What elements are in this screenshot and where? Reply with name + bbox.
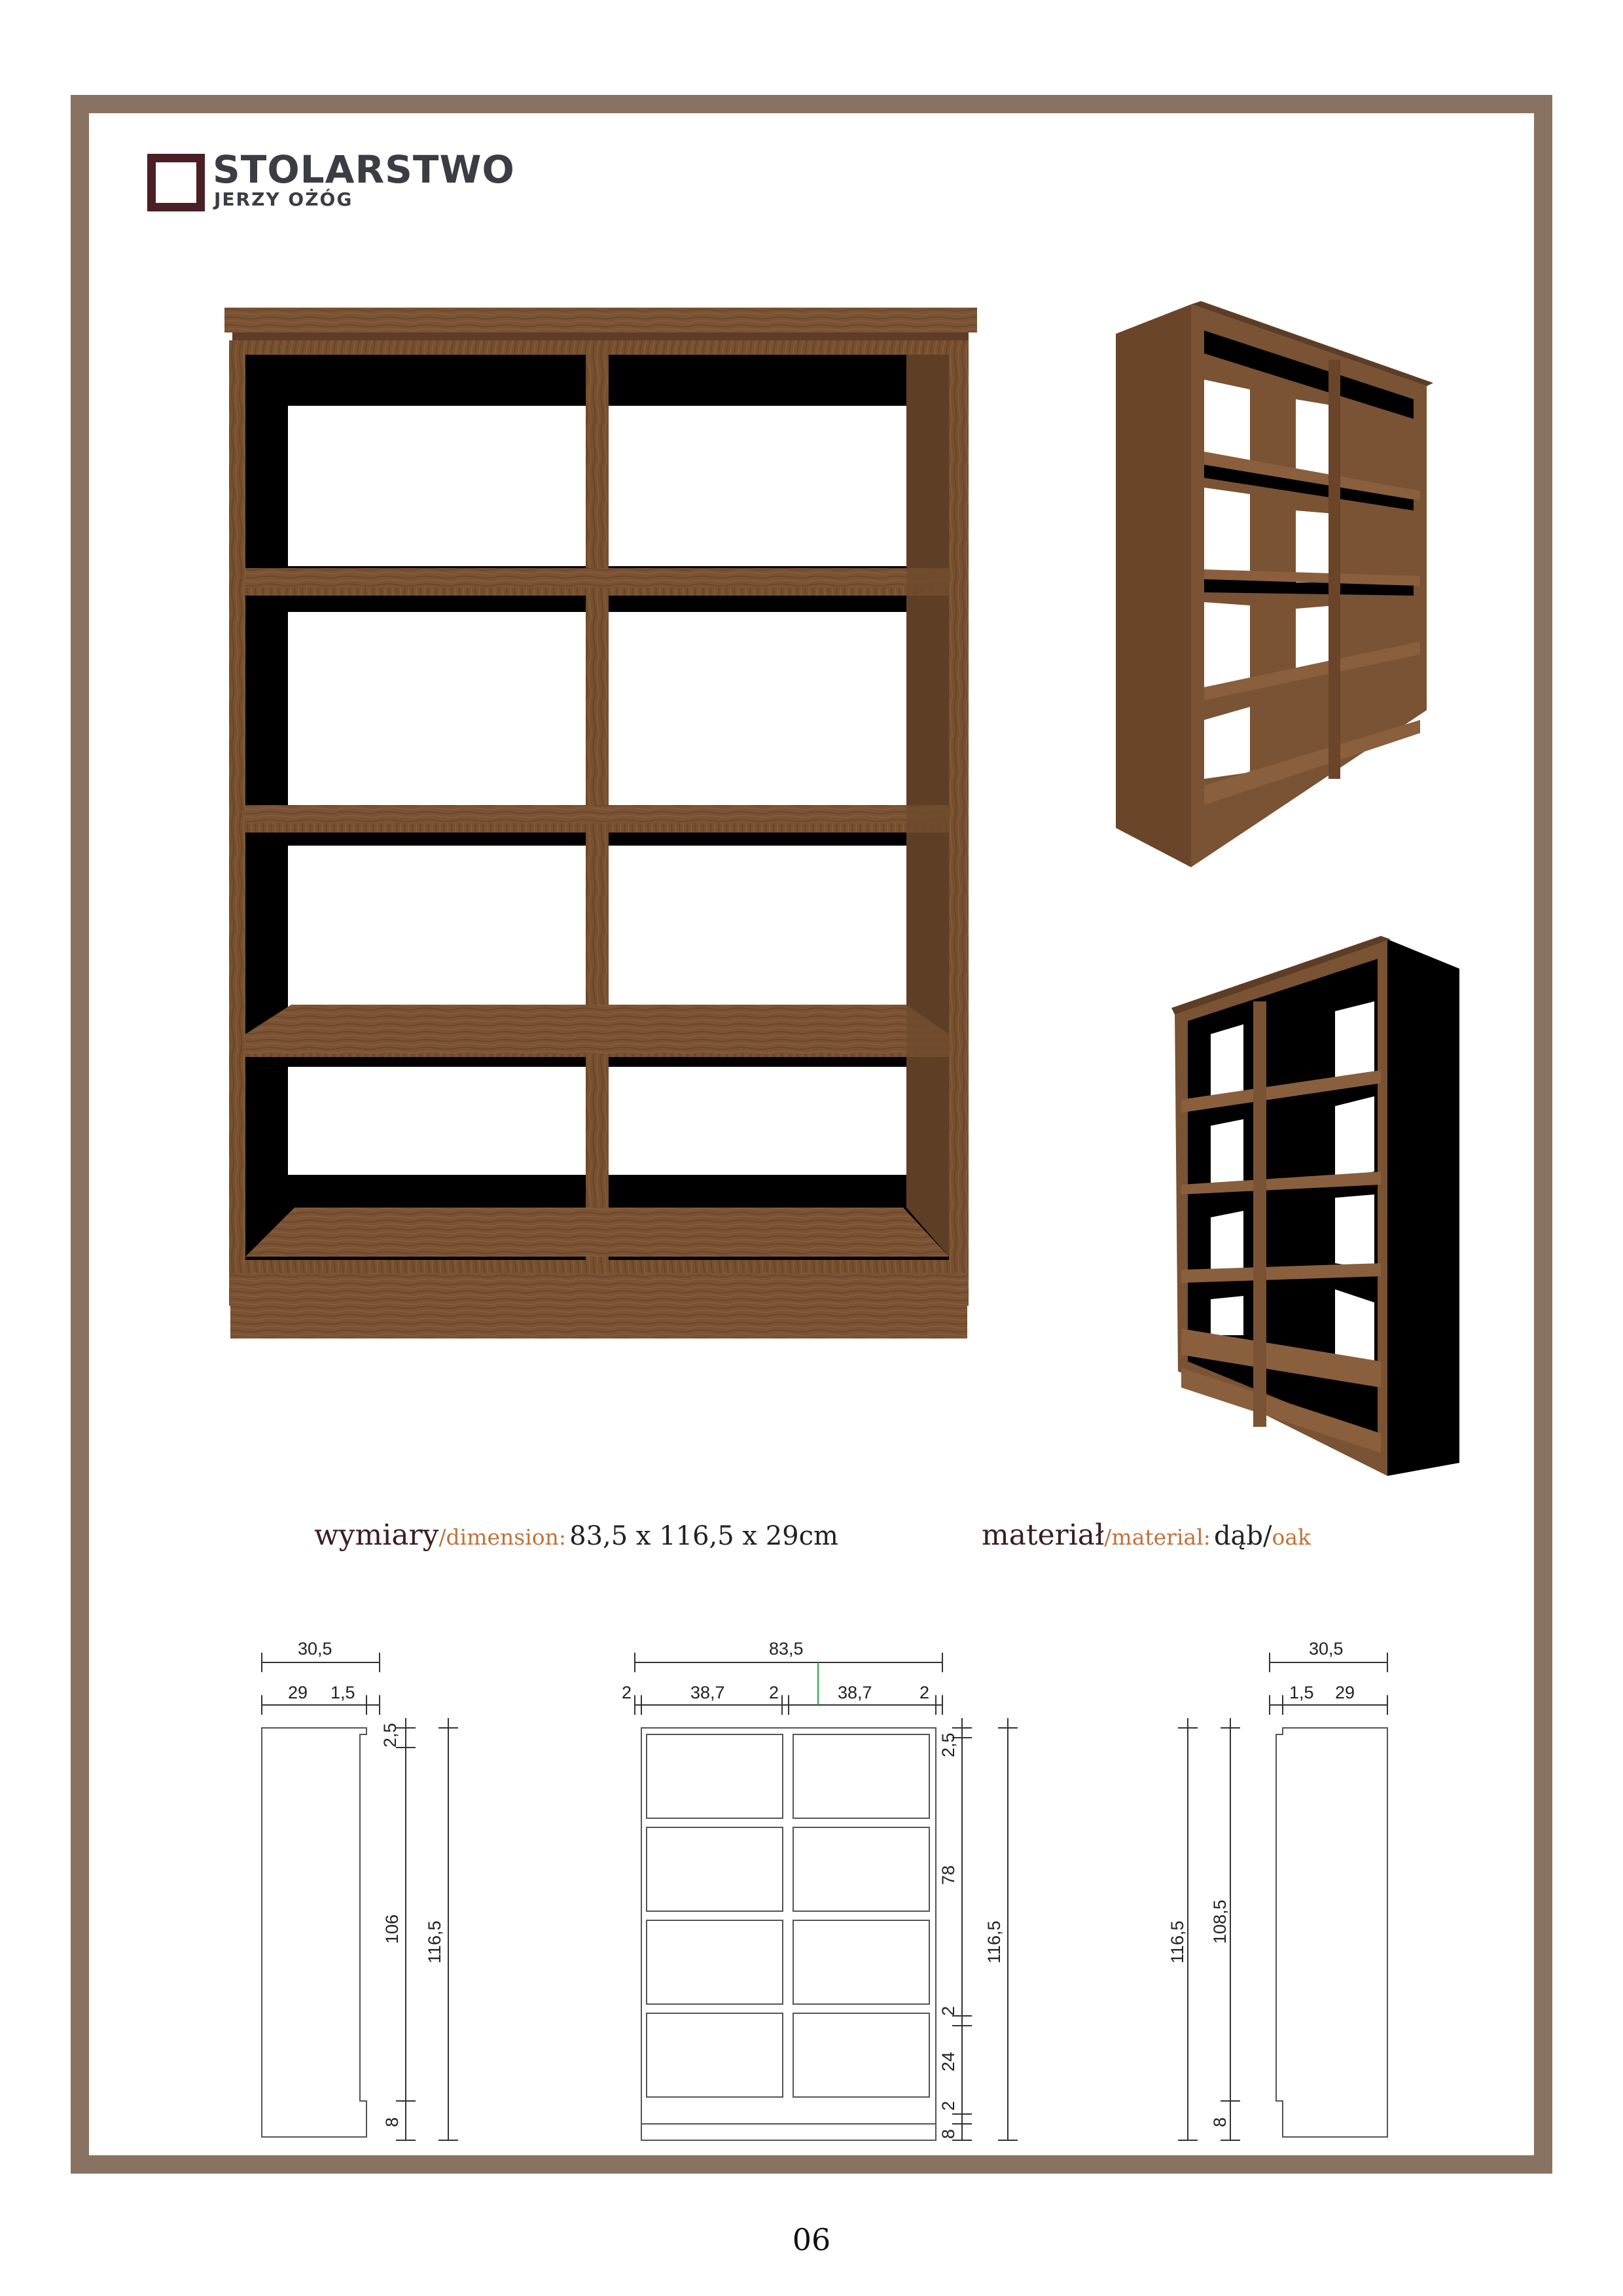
front-view-drawing — [615, 1636, 1060, 2160]
dim-front-lower: 24 — [938, 2051, 958, 2072]
dim-front-plinth: 8 — [938, 2128, 958, 2139]
material-separator: / — [1263, 1521, 1272, 1551]
dim-side-right-total-depth: 30,5 — [1309, 1639, 1344, 1659]
dim-side-right-depth: 29 — [1335, 1683, 1355, 1702]
bookcase-iso-render-2 — [1171, 936, 1466, 1479]
dim-side-left-top: 2,5 — [380, 1723, 400, 1748]
dim-front-bay-l: 38,7 — [690, 1683, 725, 1702]
brand-name: STOLARSTWO — [213, 147, 515, 192]
dimensions-label: wymiary — [314, 1518, 439, 1552]
material-value-en: oak — [1272, 1524, 1311, 1550]
material-spec — [982, 1518, 1311, 1552]
dim-side-right-overhang: 1,5 — [1289, 1683, 1314, 1702]
dim-front-side-r: 2 — [919, 1683, 930, 1702]
material-value: dąb — [1213, 1521, 1263, 1551]
dim-side-left-plinth: 8 — [382, 2117, 402, 2127]
dim-side-right-body-height: 108,5 — [1210, 1899, 1230, 1944]
page-number: 06 — [792, 2222, 831, 2257]
dim-side-left-depth: 29 — [288, 1683, 308, 1702]
dim-side-right-total-height: 116,5 — [1168, 1920, 1187, 1964]
dim-front-bay-r: 38,7 — [838, 1683, 872, 1702]
dim-front-shelf-a: 2 — [938, 2005, 958, 2016]
dim-front-side-l: 2 — [622, 1683, 632, 1702]
dim-front-total-width: 83,5 — [769, 1639, 804, 1659]
dimensions-spec — [314, 1518, 838, 1552]
side-view-drawing-right — [1165, 1636, 1414, 2160]
dimensions-value: 83,5 x 116,5 x 29cm — [569, 1521, 838, 1551]
dim-front-divider: 2 — [769, 1683, 779, 1702]
dim-front-shelf-b: 2 — [938, 2100, 958, 2111]
dim-front-top: 2,5 — [938, 1732, 958, 1757]
dim-front-total-height: 116,5 — [984, 1920, 1004, 1964]
dim-side-left-total-height: 116,5 — [425, 1920, 444, 1964]
dim-side-right-plinth: 8 — [1210, 2117, 1230, 2127]
bookcase-front-render — [223, 308, 982, 1355]
dim-side-left-body: 106 — [382, 1914, 402, 1944]
logo-square-icon — [147, 154, 205, 211]
dim-front-upper: 78 — [938, 1865, 958, 1885]
brand-owner: JERZY OŻÓG — [214, 188, 353, 210]
side-view-drawing-left — [249, 1636, 471, 2160]
dimensions-label-en: /dimension: — [438, 1524, 567, 1550]
dim-side-left-overhang: 1,5 — [330, 1683, 355, 1702]
material-label: materiał — [982, 1518, 1105, 1552]
material-label-en: /material: — [1104, 1524, 1211, 1550]
bookcase-iso-render-1 — [1113, 301, 1440, 897]
dim-side-left-total-depth: 30,5 — [298, 1639, 332, 1659]
